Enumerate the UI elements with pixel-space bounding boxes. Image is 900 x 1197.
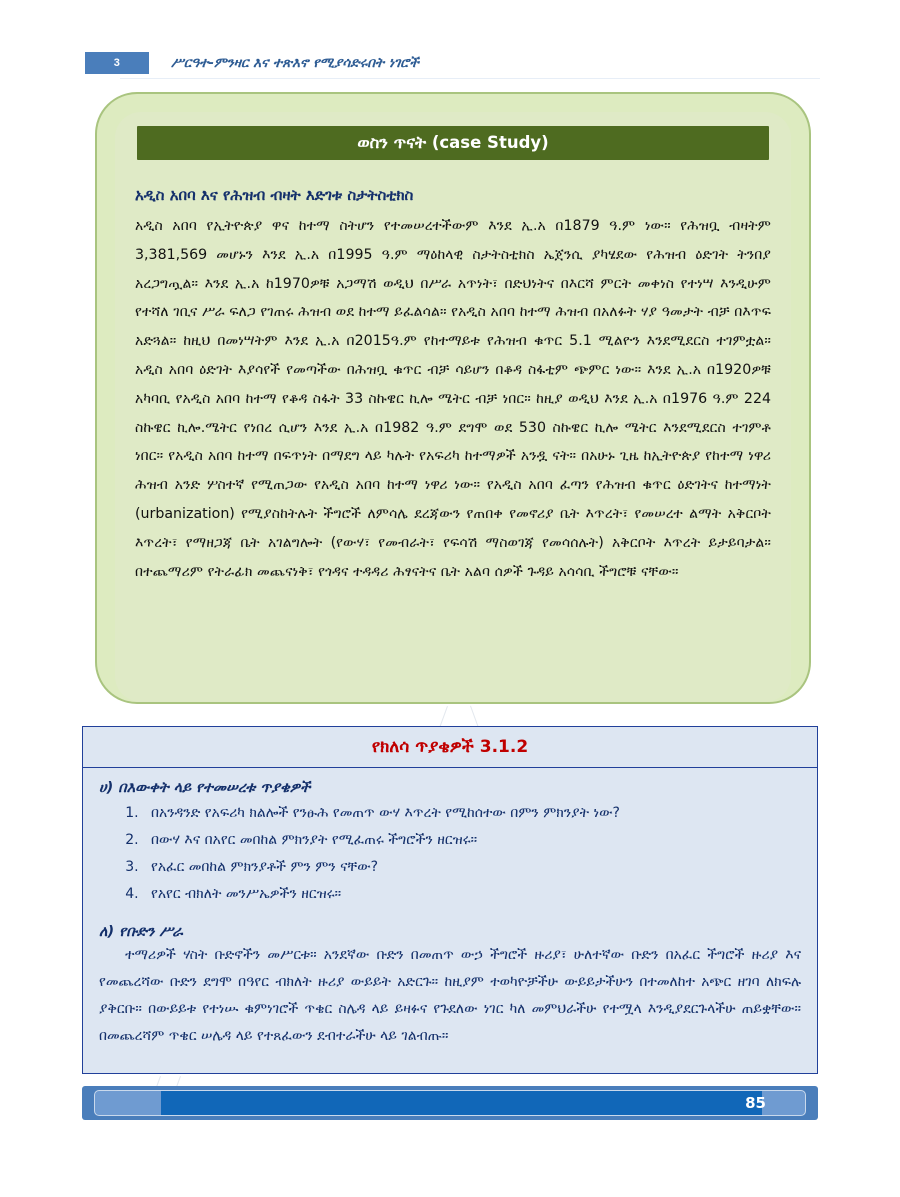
case-study-title: ወስን ጥናት (case Study)	[357, 133, 549, 152]
review-content	[83, 768, 817, 1050]
header-divider	[120, 78, 820, 79]
section-b-paragraph: ተማሪዎች ሃስት ቡድኖችን መሥርቱ። አንደኛው ቡድን በመጠጥ ውኃ ችግሮች ዙሪያ፣ ሁለተኛው ቡድን በአፈር ችግሮች ዙሪያ እና የመጨረሻው ቡድን ደግሞ በዓየር ብክለት ዙሪያ ውይይት አድርጉ። ከዚያም ተወካዮቻችሁ ውይይታችሁን በተመለከተ አጭር ዘገባ ለክፍሉ ያቅርቡ። በውይይቱ የተነሡ ቁምነገሮች ጥቄር ስሌዳ ላይ ይዛፉና የጉደለው ነገር ካለ መምህራችሁ የተሟላ እንዲያደርጉላችሁ ጠይቋቸው። በመጨረሻም ጥቄር ሠሌዳ ላይ የተጸፈውን ደብተራችሁ ላይ ገልብጡ።	[99, 947, 801, 1044]
footer-bar-inner	[94, 1090, 806, 1116]
question-list	[117, 800, 801, 908]
list-item: 4. የአየር ብክለት መንሥኤዎችን ዘርዝሩ።	[143, 881, 801, 908]
footer-bar-fill	[161, 1091, 762, 1115]
case-study-body: አዲስ አበባ የኢትዮጵያ ዋና ከተማ ስትሆን የተመሠረተችውም እንደ ኢ.አ በ1879 ዓ.ም ነው። የሕዝቧ ብዛትም 3,381,569 መሆኑን እንደ ኢ.አ በ1995 ዓ.ም ማዕከላዊ ስታትስቲክስ ኤጀንሲ ያካሄደው የሕዝብ ዕድገት ትንበያ አረጋግጧል። እንደ ኢ.አ ከ1970ዎቹ አጋማሽ ወዲህ በሥራ አጥነት፣ በድህነትና በእርሻ ምርት መቀነስ የተነሣ እንዲሁም የተሻለ ገቢና ሥራ ፍለጋ የገጠሩ ሕዝብ ወደ ከተማ ይፈልሳል። የአዲስ አበባ ከተማ ሕዝብ በአለፉት ሃያ ዓመታት ብቻ በእጥፍ አድጓል። ከዚህ በመነሣትም እንደ ኢ.አ በ2015ዓ.ም የከተማይቱ የሕዝብ ቁጥር 5.1 ሚልዮን እንደሚደርስ ተገምቷል። አዲስ አበባ ዕድገት እያሳየች የመጣችው በሕዝቧ ቁጥር ብቻ ሳይሆን በቆዳ ስፋቲም ጭምር ነው። እንደ ኢ.አ በ1920ዎቹ አካባቢ የአዲስ አበባ ከተማ የቆዳ ስፋት 33 ስኩዌር ኪሎ ሜትር ብቻ ነበር። ከዚያ ወዲህ እንደ ኢ.አ በ1976 ዓ.ም 224 ስኩዌር ኪሎ.ሜትር የነበረ ሲሆን እንደ ኢ.አ በ1982 ዓ.ም ደግሞ ወደ 530 ስኩዌር ኪሎ ሜትር እንደሚደርስ ተገምቶ ነበር። የአዲስ አበባ ከተማ በፍጥነት በማደግ ላይ ካሉት የአፍሪካ ከተማዎች አንዷ ናት። በአሁኑ ጊዜ ከኢትዮጵያ የከተማ ነዋሪ ሕዝብ አንድ ሦስተኛ የሚጠጋው የአዲስ አበባ ከተማ ነዋሪ ነው። የአዲስ አበባ ፈጣን የሕዝብ ቁጥር ዕድገትና ከተማነት (urbanization) የሚያስከትሉት ችግሮች ለምሳሌ ደረጃውን የጠበቀ የመኖሪያ ቤት እጥረት፣ የመሠረተ ልማት አቅርቦት እጥረት፣ የማዘጋጃ ቤት አገልግሎት (የውሃ፣ የመብራት፣ የፍሳሽ ማስወገጃ የመሳሰሉት) አቅርቦት እጥረት ይታይባታል። በተጨማሪም የትራፊክ መጨናነቅ፣ የጎዳና ተዳዳሪ ሕፃናትና ቤት አልባ ሰዎች ጉዳይ አሳሳቢ ችግሮቹ ናቸው።	[135, 218, 771, 580]
case-study-panel	[95, 92, 811, 704]
review-title-bar	[83, 727, 817, 768]
page-header	[0, 50, 900, 76]
section-b-heading: ለ) የቡድን ሥራ	[99, 924, 183, 940]
case-study-inner	[115, 112, 791, 702]
review-title: የክለሳ ጥያቄዎች 3.1.2	[371, 737, 529, 757]
page-number: 85	[745, 1094, 766, 1112]
page-footer	[82, 1086, 818, 1120]
section-a-heading: ሀ) በእውቀት ላይ የተመሠረቱ ጥያቄዎች	[99, 780, 311, 796]
review-questions-box	[82, 726, 818, 1074]
list-item: 2. በውሃ እና በአየር መበከል ምክንያት የሚፈጠሩ ችግሮችን ዘርዝሩ።	[143, 827, 801, 854]
running-head-title: ሥርዓተ-ምንዛር እና ተጽእኖ የሚያሳድሩበት ነገሮች	[171, 55, 419, 71]
chapter-number-badge: 3	[85, 52, 149, 74]
list-item: 1. በአንዳንድ የአፍሪካ ክልሎች የንፁሕ የመጠጥ ውሃ እጥረት የሚከሰተው በምን ምክንያት ነው?	[143, 800, 801, 827]
list-item: 3. የአፈር መበከል ምክንያቶች ምን ምን ናቸው?	[143, 854, 801, 881]
case-study-title-bar	[137, 126, 769, 160]
case-study-subtitle: አዲስ አበባ እና የሕዝብ ብዛት እድገቱ ስታትስቲክስ	[135, 186, 414, 204]
